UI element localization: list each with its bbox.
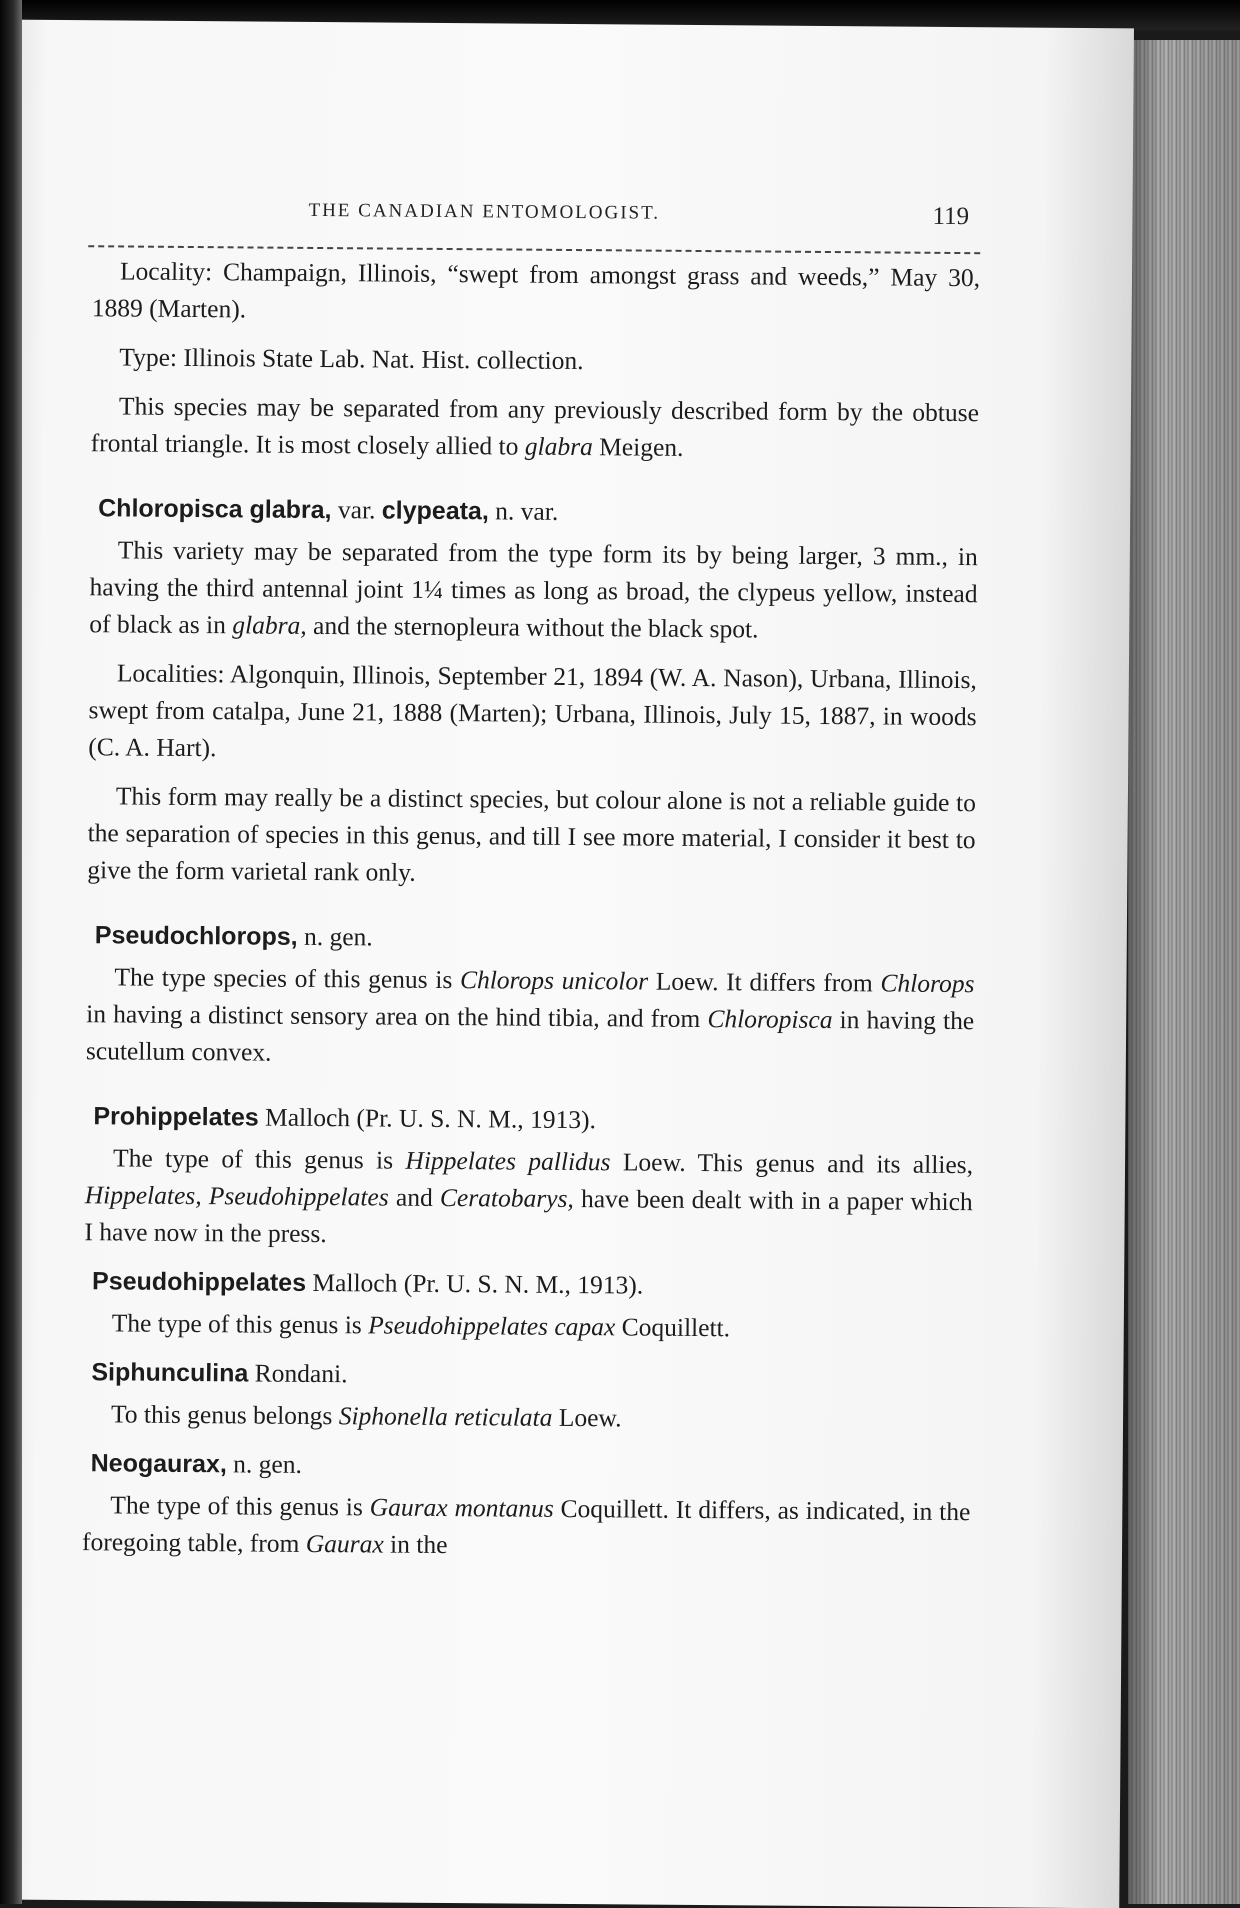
paragraph-separation: This species may be separated from any previously described form by the obtuse frontal triangle. It is most closely allied to glabra Meigen.: [90, 391, 980, 462]
paragraph-pseudochlorops: The type species of this genus is Chlorops unicolor Loew. It differs from Chlorops in having a distinct sensory area on the hind tibia, and from Chloropisca in having the scutellum convex.: [85, 962, 975, 1067]
heading-siphunculina: Siphunculina Rondani.: [91, 1358, 348, 1389]
heading-prohippelates: Prohippelates Malloch (Pr. U. S. N. M., 1913).: [93, 1102, 597, 1135]
heading-pseudohippelates: Pseudohippelates Malloch (Pr. U. S. N. M., 1913).: [92, 1267, 644, 1300]
paragraph-siphunculina: To this genus belongs Siphonella reticulata Loew.: [110, 1399, 622, 1433]
heading-chloropisca-glabra-clypeata: Chloropisca glabra, var. clypeata, n. var.: [98, 494, 559, 526]
paragraph-pseudohippelates: The type of this genus is Pseudohippelates capax Coquillett.: [111, 1308, 731, 1343]
body-text: [82, 252, 980, 1567]
book-page: [0, 20, 1134, 1908]
journal-title: THE CANADIAN ENTOMOLOGIST.: [308, 199, 661, 224]
paragraph-type: Type: Illinois State Lab. Nat. Hist. collection.: [119, 342, 584, 376]
book-page-edges: [1128, 40, 1240, 1904]
page-number: 119: [932, 202, 970, 231]
scan-left-border: [0, 0, 22, 1904]
paragraph-localities: Localities: Algonquin, Illinois, September 21, 1894 (W. A. Nason), Urbana, Illinois, swept from catalpa, June 21, 1888 (Marten); Urbana, Illinois, July 15, 1887, in woods (C. A. Hart).: [88, 658, 977, 763]
paragraph-locality: Locality: Champaign, Illinois, “swept from amongst grass and weeds,” May 30, 1889 (Marten).: [91, 256, 981, 324]
heading-pseudochlorops: Pseudochlorops, n. gen.: [94, 921, 373, 952]
paragraph-neogaurax: The type of this genus is Gaurax montanus Coquillett. It differs, as indicated, in the foregoing table, from Gaurax in the: [81, 1490, 971, 1560]
heading-neogaurax: Neogaurax, n. gen.: [90, 1449, 303, 1479]
paragraph-prohippelates: The type of this genus is Hippelates pallidus Loew. This genus and its allies, Hippelates, Pseudohippelates and Ceratobarys, have been dealt with in a paper which I have now in the press.: [84, 1143, 974, 1249]
running-head: [292, 198, 992, 237]
paragraph-variety: This variety may be separated from the type form its by being larger, 3 mm., in having the third antennal joint 1¼ times as long as broad, the clypeus yellow, instead of black as in glabra, and the sternopleura without the black spot.: [89, 535, 978, 644]
paragraph-distinct-species: This form may really be a distinct species, but colour alone is not a reliable guide to the separation of species in this genus, and till I see more material, I consider it best to give the form varietal rank only.: [87, 781, 977, 887]
